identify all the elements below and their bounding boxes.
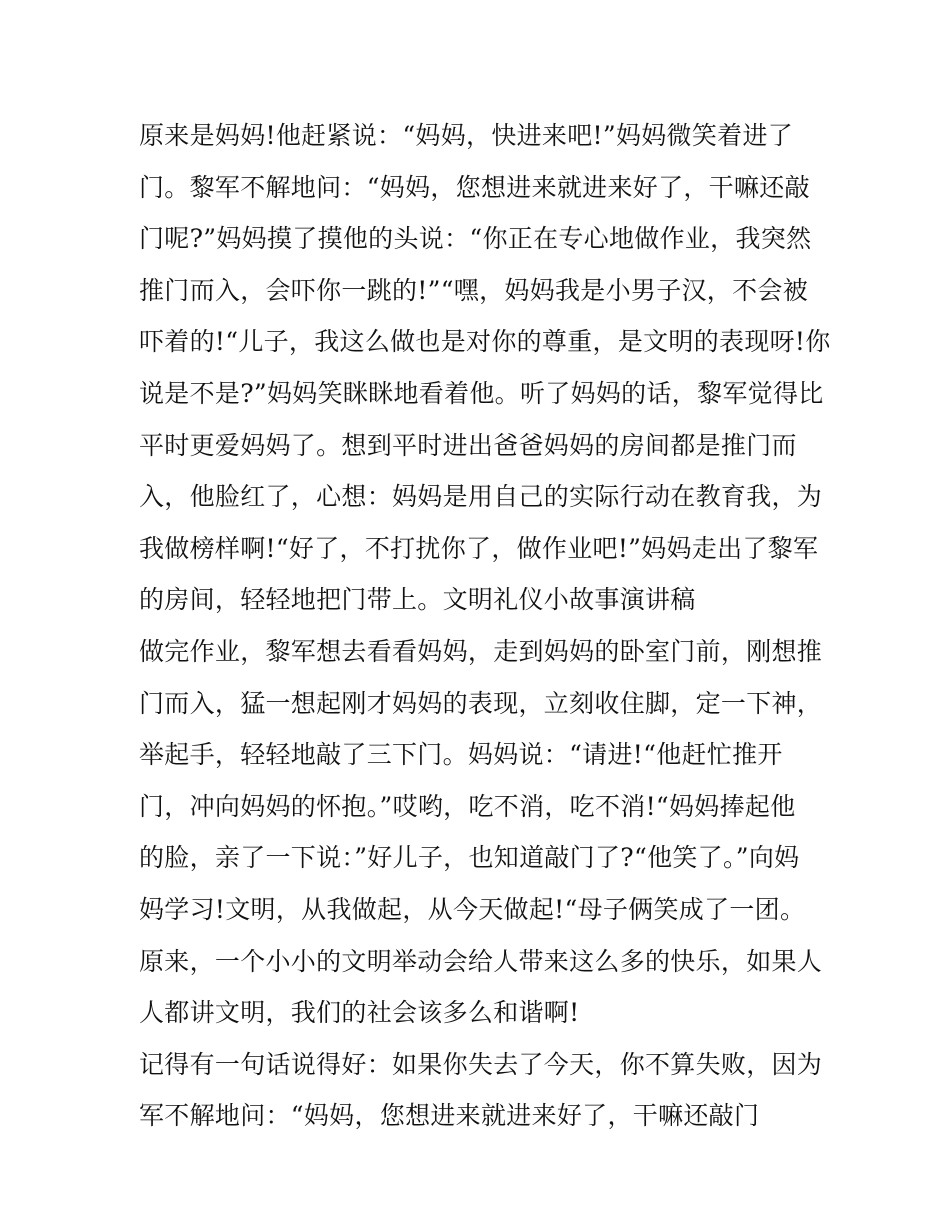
text-line: 原来是妈妈!他赶紧说：“妈妈，快进来吧!”妈妈微笑着进了 (139, 121, 794, 150)
text-line: 举起手，轻轻地敲了三下门。妈妈说：“请进!“他赶忙推开 (139, 740, 783, 770)
text-line: 平时更爱妈妈了。想到平时进出爸爸妈妈的房间都是推门而 (139, 430, 797, 460)
text-line: 门，冲向妈妈的怀抱。”哎哟，吃不消，吃不消!“妈妈捧起他 (139, 791, 796, 821)
text-line: 妈学习!文明，从我做起，从今天做起!“母子俩笑成了一团。 (139, 894, 806, 924)
document-body (139, 110, 839, 1142)
text-line: 原来，一个小小的文明举动会给人带来这么多的快乐，如果人 (139, 946, 823, 976)
text-line: 入，他脸红了，心想：妈妈是用自己的实际行动在教育我，为 (139, 482, 823, 512)
text-line: 门呢?”妈妈摸了摸他的头说：“你正在专心地做作业，我突然 (139, 224, 812, 254)
text-line: 我做榜样啊!“好了，不打扰你了，做作业吧!”妈妈走出了黎军 (139, 533, 819, 563)
text-line: 人都讲文明，我们的社会该多么和谐啊! (139, 998, 580, 1028)
text-line: 的脸，亲了一下说：”好儿子，也知道敲门了?“他笑了。”向妈 (139, 843, 800, 873)
text-line: 说是不是?”妈妈笑眯眯地看着他。听了妈妈的话，黎军觉得比 (139, 378, 824, 408)
text-line: 军不解地问：“妈妈，您想进来就进来好了，干嘛还敲门 (139, 1101, 760, 1131)
text-line: 记得有一句话说得好：如果你失去了今天，你不算失败，因为 (139, 1049, 823, 1079)
text-line: 推门而入，会吓你一跳的!”“嘿，妈妈我是小男子汉，不会被 (139, 275, 809, 305)
text-line: 的房间，轻轻地把门带上。文明礼仪小故事演讲稿 (139, 585, 696, 615)
text-line: 做完作业，黎军想去看看妈妈，走到妈妈的卧室门前，刚想推 (139, 636, 823, 666)
text-line: 吓着的!“儿子，我这么做也是对你的尊重，是文明的表现呀!你 (139, 327, 831, 357)
text-line: 门而入，猛一想起刚才妈妈的表现，立刻收住脚，定一下神， (139, 688, 823, 718)
text-line: 门。黎军不解地问：“妈妈，您想进来就进来好了，干嘛还敲 (139, 172, 810, 202)
